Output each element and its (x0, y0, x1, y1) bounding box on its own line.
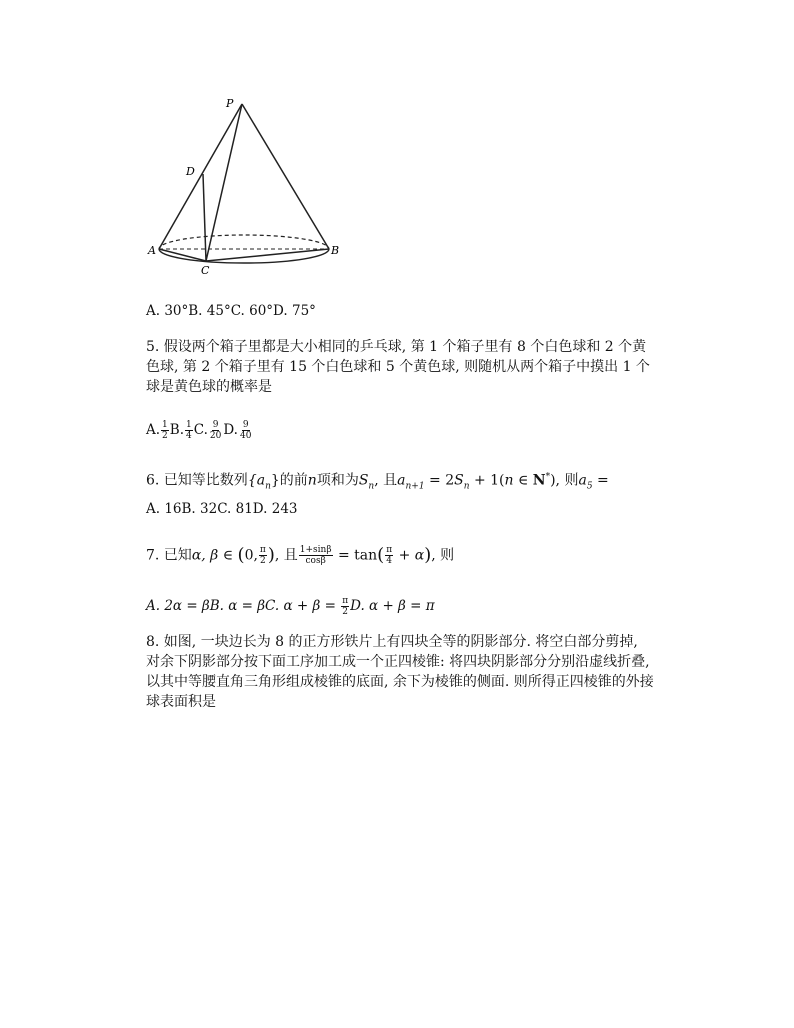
label-A: A (148, 244, 156, 257)
q6-options: A. 16B. 32C. 81D. 243 (146, 501, 298, 517)
q5-option-d-frac: $\frac{9}{40}$ (239, 420, 252, 441)
edge-DC (203, 174, 206, 261)
q7-options: A. 2α = βB. α = βC. α + β = $\frac{\pi}{2}$ D. α + β = π (146, 596, 435, 617)
q7-option-c-frac: $\frac{\pi}{2}$ (342, 596, 349, 617)
q5-option-b-label: B. (169, 422, 184, 438)
label-B: B (331, 244, 340, 257)
q5-stem: 5. 假设两个箱子里都是大小相同的乒乓球, 第 1 个箱子里有 8 个白色球和 2 个黄色球, 第 2 个箱子里有 15 个白色球和 5 个黄色球, 则随机从两个箱子中摸出 1 个球是黄色球的概率是 (146, 339, 650, 395)
q5-option-a-label: A. (146, 422, 161, 438)
edge-PB (242, 104, 329, 249)
q5-option-a-frac: $\frac{1}{2}$ (162, 420, 168, 441)
label-C: C (201, 264, 210, 277)
q5-option-b-frac: $\frac{1}{4}$ (186, 420, 192, 441)
q7-pi-over-4: $\frac{\pi}{4}$ (386, 545, 393, 566)
q5-options (146, 420, 253, 441)
cone-figure (144, 92, 344, 282)
edge-CB (206, 249, 329, 261)
q5-option-d-label: D. (223, 422, 238, 438)
label-P: P (226, 97, 234, 110)
edge-PA (159, 104, 242, 249)
q7-main-frac: $\frac{1+\sin\beta}{\cos\beta}$ (299, 545, 332, 566)
q7-stem: 7. 已知α, β ∈ (0, $\frac{\pi}{2}$ ), 且 $\frac{1+\sin\beta}{\cos\beta}$ = tan( $\frac{\pi}{4}$ + α), 则 (146, 544, 455, 566)
q5-option-c-label: C. (193, 422, 208, 438)
q5-option-c-frac: $\frac{9}{20}$ (209, 420, 222, 441)
edge-PC (206, 104, 242, 261)
label-D: D (186, 165, 195, 178)
q8-stem: 8. 如图, 一块边长为 8 的正方形铁片上有四块全等的阴影部分. 将空白部分剪掉, 对余下阴影部分按下面工序加工成一个正四棱锥: 将四块阴影部分分别沿虚线折叠, 以其中等腰直角三角形组成棱锥的底面, 余下为棱锥的侧面. 则所得正四棱锥的外接球表面积是 (146, 634, 654, 710)
q4-options: A. 30°B. 45°C. 60°D. 75° (146, 303, 316, 319)
q7-pi-over-2: $\frac{\pi}{2}$ (259, 545, 266, 566)
q6-stem: 6. 已知等比数列$\{a_n\}$的前n项和为$S_n$, 且$a_{n+1} = 2S_n + 1(n$ ∈ N*), 则$a_5$ = (146, 472, 609, 492)
